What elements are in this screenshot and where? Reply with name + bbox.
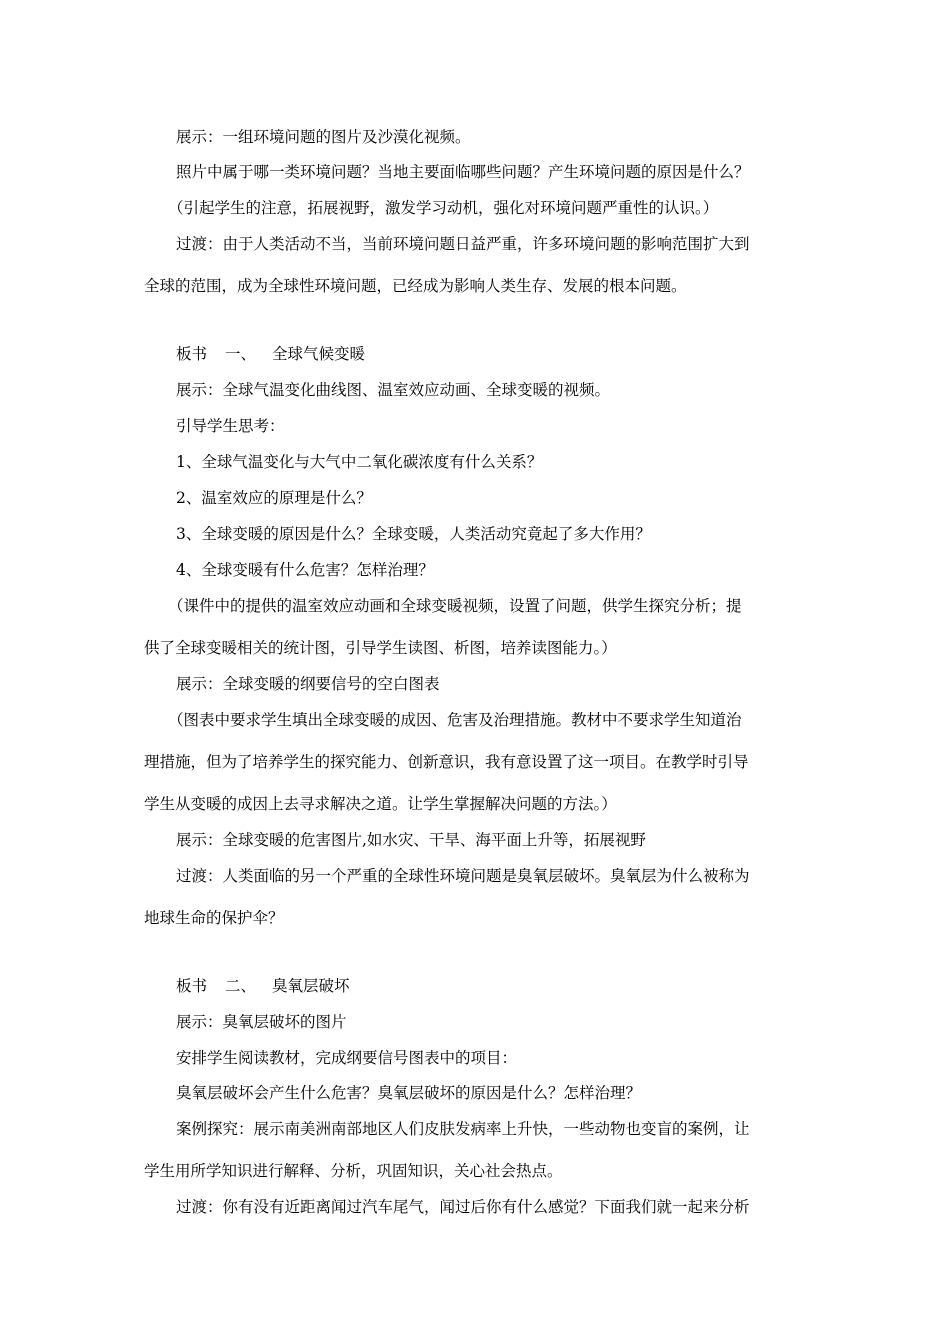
paragraph-line: 引导学生思考： — [176, 417, 285, 435]
paragraph-line: 照片中属于哪一类环境问题？当地主要面临哪些问题？产生环境问题的原因是什么？ — [176, 163, 750, 181]
heading-title: 全球气候变暖 — [272, 345, 366, 363]
paragraph-line: 展示：全球变暖的纲要信号的空白图表 — [176, 675, 440, 693]
list-item: 4、全球变暖有什么危害？怎样治理？ — [176, 561, 434, 579]
paragraph-line: 地球生命的保护伞？ — [144, 909, 284, 927]
heading-label: 板书 — [176, 977, 208, 995]
paragraph-line: 过渡：由于人类活动不当，当前环境问题日益严重，许多环境问题的影响范围扩大到 — [176, 235, 750, 253]
list-item: 1、全球气温变化与大气中二氧化碳浓度有什么关系？ — [176, 453, 543, 471]
paragraph-line: 全球的范围，成为全球性环境问题，已经成为影响人类生存、发展的根本问题。 — [144, 277, 687, 295]
section-heading-1 — [176, 344, 365, 364]
paragraph-line: 学生用所学知识进行解释、分析，巩固知识，关心社会热点。 — [144, 1162, 563, 1180]
paragraph-line: （图表中要求学生填出全球变暖的成因、危害及治理措施。教材中不要求学生知道治 — [168, 711, 742, 729]
heading-number: 一、 — [225, 345, 257, 363]
paragraph-line: 理措施，但为了培养学生的探究能力、创新意识，我有意设置了这一项目。在教学时引导 — [144, 753, 749, 771]
paragraph-line: （引起学生的注意，拓展视野，激发学习动机，强化对环境问题严重性的认识。） — [168, 199, 719, 217]
paragraph-line: 安排学生阅读教材，完成纲要信号图表中的项目： — [176, 1049, 518, 1067]
paragraph-line: 案例探究：展示南美洲南部地区人们皮肤发病率上升快，一些动物也变盲的案例，让 — [176, 1120, 750, 1138]
paragraph-line: 展示：全球气温变化曲线图、温室效应动画、全球变暖的视频。 — [176, 381, 611, 399]
list-item: 3、全球变暖的原因是什么？全球变暖，人类活动究竟起了多大作用？ — [176, 525, 651, 543]
paragraph-line: 展示：全球变暖的危害图片,如水灾、干旱、海平面上升等，拓展视野 — [176, 831, 646, 849]
paragraph-line: 过渡：你有没有近距离闻过汽车尾气，闻过后你有什么感觉？下面我们就一起来分析 — [176, 1198, 750, 1216]
paragraph-line: 学生从变暖的成因上去寻求解决之道。让学生掌握解决问题的方法。） — [144, 795, 617, 813]
heading-number: 二、 — [225, 977, 257, 995]
paragraph-line: 臭氧层破坏会产生什么危害？臭氧层破坏的原因是什么？怎样治理？ — [176, 1084, 642, 1102]
paragraph-line: 展示：一组环境问题的图片及沙漠化视频。 — [176, 128, 471, 146]
heading-label: 板书 — [176, 345, 208, 363]
paragraph-line: （课件中的提供的温室效应动画和全球变暖视频，设置了问题，供学生探究分析；提 — [168, 597, 742, 615]
paragraph-line: 过渡：人类面临的另一个严重的全球性环境问题是臭氧层破坏。臭氧层为什么被称为 — [176, 867, 750, 885]
heading-title: 臭氧层破坏 — [272, 977, 350, 995]
section-heading-2 — [176, 976, 350, 996]
list-item: 2、温室效应的原理是什么？ — [176, 489, 372, 507]
paragraph-line: 展示：臭氧层破坏的图片 — [176, 1013, 347, 1031]
paragraph-line: 供了全球变暖相关的统计图，引导学生读图、析图，培养读图能力。） — [144, 639, 617, 657]
